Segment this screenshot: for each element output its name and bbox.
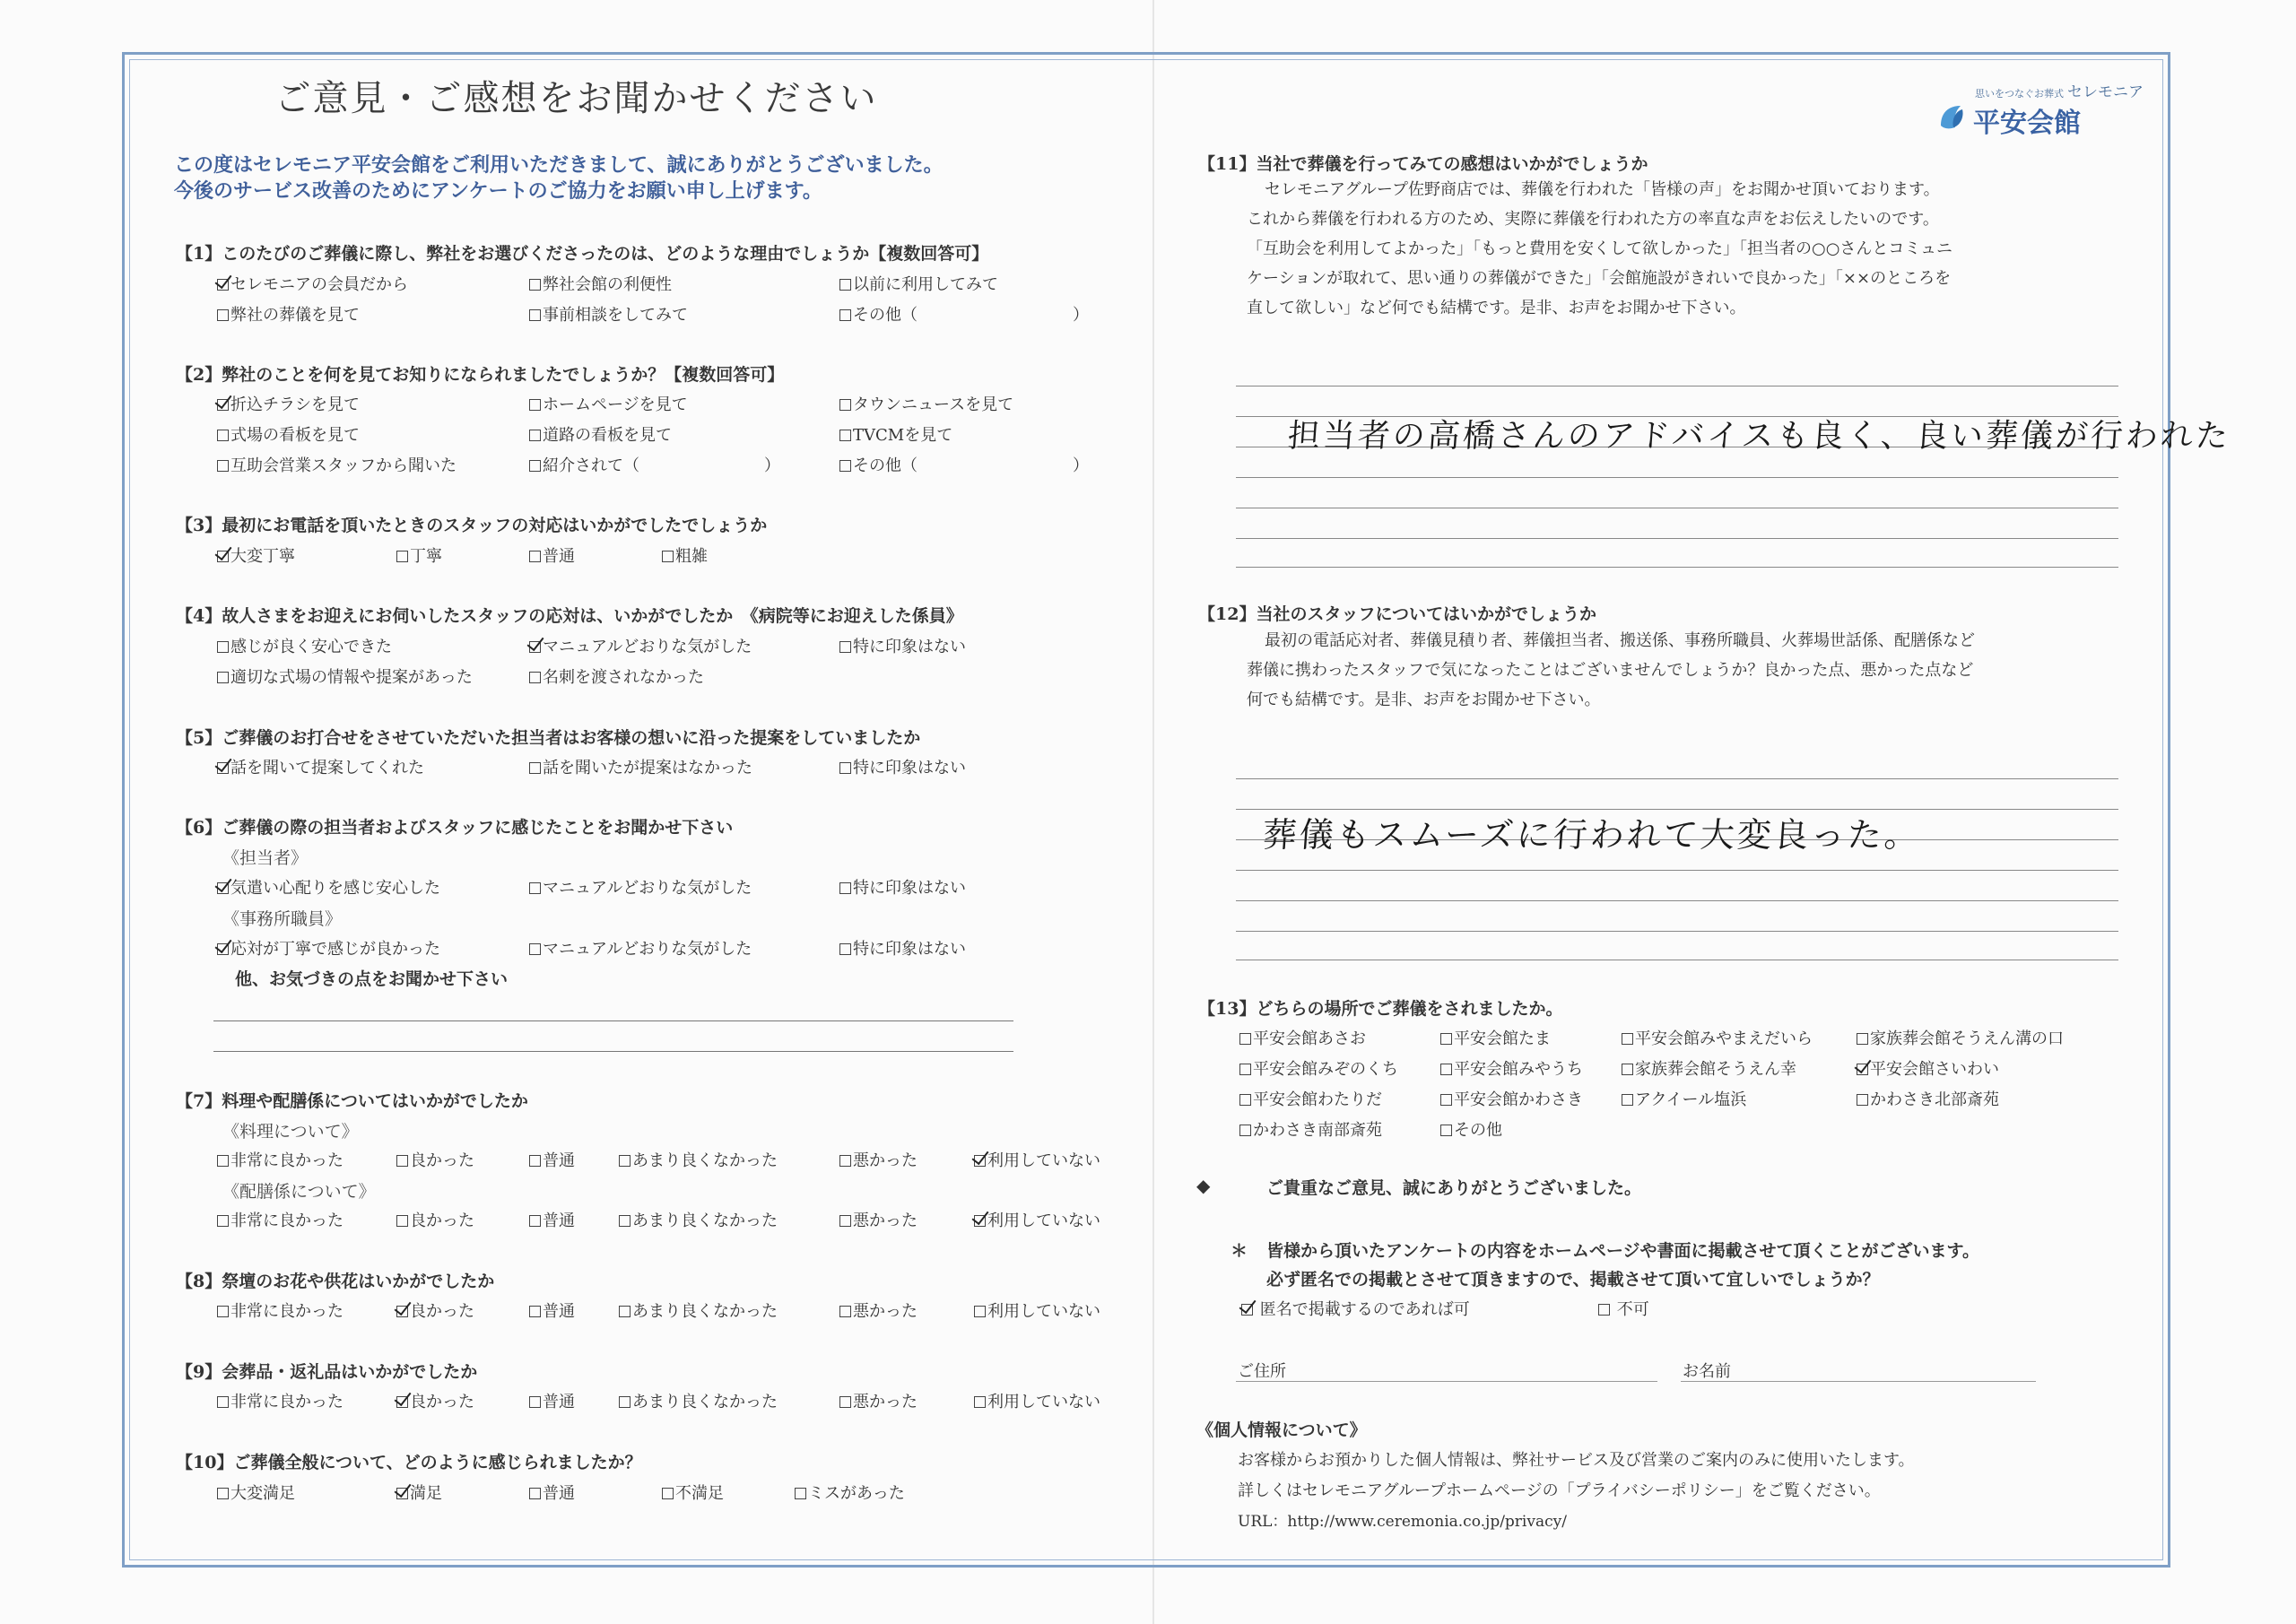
- q11-answer-line-7[interactable]: [1236, 567, 2118, 568]
- q11-line-5: 直して欲しい」など何でも結構です。是非、お声をお聞かせ下さい。: [1247, 299, 1746, 317]
- q13-place-mizonokuchi[interactable]: 平安会館みぞのくち: [1239, 1056, 1398, 1080]
- q9-not-used[interactable]: 利用していない: [974, 1389, 1100, 1412]
- q12-answer-line-4[interactable]: [1236, 870, 2118, 871]
- checkbox[interactable]: [529, 1488, 541, 1499]
- q8-good[interactable]: 良かった: [396, 1298, 474, 1322]
- q13-place-miyauchi[interactable]: 平安会館みやうち: [1440, 1056, 1583, 1080]
- q13-place-miyamaedaira[interactable]: 平安会館みやまえだいら: [1622, 1026, 1813, 1049]
- q5-question: 【5】ご葬儀のお打合せをさせていただいた担当者はお客様の想いに沿った提案をしていましたか: [176, 728, 921, 748]
- q9-not-good[interactable]: あまり良くなかった: [619, 1389, 778, 1412]
- checkbox[interactable]: [839, 399, 851, 411]
- checkbox-checked[interactable]: [529, 641, 541, 653]
- q9-good[interactable]: 良かった: [396, 1389, 474, 1412]
- checkbox-checked[interactable]: [217, 279, 229, 291]
- checkbox[interactable]: [1622, 1064, 1633, 1075]
- checkbox[interactable]: [529, 399, 541, 411]
- q7-serving-bad[interactable]: 悪かった: [839, 1208, 918, 1231]
- checkbox[interactable]: [839, 430, 851, 441]
- checkbox[interactable]: [529, 430, 541, 441]
- q12-handwritten-answer: 葬儀もスムーズに行われて大変良った。: [1261, 815, 1923, 855]
- checkbox[interactable]: [1440, 1064, 1452, 1075]
- q13-place-kawasaki[interactable]: 平安会館かわさき: [1440, 1087, 1583, 1110]
- q1-option-member[interactable]: セレモニアの会員だから: [217, 272, 408, 295]
- checkbox[interactable]: [1440, 1094, 1452, 1106]
- q8-normal[interactable]: 普通: [529, 1298, 575, 1322]
- q1-option-saw-funeral[interactable]: 弊社の葬儀を見て: [217, 302, 360, 326]
- consent-asterisk-icon: ＊: [1231, 1241, 1248, 1261]
- q3-question: 【3】最初にお電話を頂いたときのスタッフの対応はいかがでしたでしょうか: [176, 516, 768, 535]
- checkbox-checked[interactable]: [1241, 1304, 1253, 1316]
- privacy-title: 《個人情報について》: [1196, 1420, 1367, 1440]
- checkbox[interactable]: [529, 762, 541, 774]
- q7-sub-serving: 《配膳係について》: [222, 1182, 376, 1202]
- q10-very-satisfied[interactable]: 大変満足: [217, 1481, 295, 1504]
- q8-question: 【8】祭壇のお花や供花はいかがでしたか: [176, 1272, 495, 1291]
- q12-line-2: 葬儀に携わったスタッフで気になったことはございませんでしょうか？良かった点、悪かった点など: [1247, 661, 1974, 680]
- q3-option-rude[interactable]: 粗雑: [662, 543, 708, 567]
- page-title: ご意見・ご感想をお聞かせください: [274, 78, 878, 119]
- q2-option-townnews[interactable]: タウンニュースを見て: [839, 392, 1013, 415]
- intro-text: [174, 152, 944, 204]
- q2-option-road-sign[interactable]: 道路の看板を見て: [529, 422, 672, 446]
- q7-food-not-good[interactable]: あまり良くなかった: [619, 1148, 778, 1171]
- thanks-diamond-icon: ◆: [1196, 1175, 1211, 1196]
- thanks-message: ご貴重なご意見、誠にありがとうございました。: [1266, 1178, 1642, 1198]
- privacy-url-link[interactable]: URL：http://www.ceremonia.co.jp/privacy/: [1238, 1513, 1567, 1531]
- checkbox[interactable]: [1440, 1125, 1452, 1136]
- checkbox-checked[interactable]: [974, 1155, 986, 1167]
- privacy-line-2: 詳しくはセレモニアグループホームページの「プライバシーポリシー」をご覧ください。: [1238, 1481, 1881, 1500]
- q6-sub-office: 《事務所職員》: [222, 909, 343, 929]
- q2-option-venue-sign[interactable]: 式場の看板を見て: [217, 422, 360, 446]
- q11-line-4: ケーションが取れて、思い通りの葬儀ができた」「会館施設がきれいで良かった」「××のところを: [1247, 269, 1952, 288]
- address-field[interactable]: [1236, 1381, 1657, 1382]
- checkbox[interactable]: [217, 430, 229, 441]
- q13-place-kawasaki-north[interactable]: かわさき北部斎苑: [1857, 1087, 1999, 1110]
- checkbox[interactable]: [839, 1155, 851, 1167]
- checkbox[interactable]: [619, 1306, 631, 1317]
- checkbox[interactable]: [217, 672, 229, 683]
- checkbox[interactable]: [1622, 1094, 1633, 1106]
- checkbox[interactable]: [529, 551, 541, 562]
- q6-staff-option-manual[interactable]: マニュアルどおりな気がした: [529, 875, 752, 899]
- q8-not-good[interactable]: あまり良くなかった: [619, 1298, 778, 1322]
- q1-option-consultation[interactable]: 事前相談をしてみて: [529, 302, 688, 326]
- checkbox[interactable]: [795, 1488, 806, 1499]
- q12-line-3: 何でも結構です。是非、お声をお聞かせ下さい。: [1247, 690, 1601, 709]
- q12-answer-line-6[interactable]: [1236, 931, 2118, 932]
- checkbox[interactable]: [217, 641, 229, 653]
- checkbox[interactable]: [839, 882, 851, 894]
- q10-normal[interactable]: 普通: [529, 1481, 575, 1504]
- q11-line-1: セレモニアグループ佐野商店では、葬儀を行われた「皆様の声」をお聞かせ頂いております。: [1265, 180, 1940, 199]
- checkbox[interactable]: [839, 641, 851, 653]
- q6-staff-option-caring[interactable]: 気遣い心配りを感じ安心した: [217, 875, 440, 899]
- checkbox[interactable]: [619, 1396, 631, 1408]
- q6-staff-option-no-impression[interactable]: 特に印象はない: [839, 875, 966, 899]
- checkbox[interactable]: [839, 762, 851, 774]
- q6-answer-line-2[interactable]: [213, 1051, 1013, 1052]
- q6-question: 【6】ご葬儀の際の担当者およびスタッフに感じたことをお聞かせ下さい: [176, 818, 734, 838]
- checkbox[interactable]: [396, 1155, 408, 1167]
- q13-place-saiwai[interactable]: 平安会館さいわい: [1857, 1056, 1999, 1080]
- q2-referral-close: ）: [764, 456, 780, 475]
- q12-answer-line-5[interactable]: [1236, 900, 2118, 901]
- q2-option-tvcm[interactable]: TVCMを見て: [839, 422, 952, 446]
- q4-option-proper-info[interactable]: 適切な式場の情報や提案があった: [217, 664, 473, 688]
- checkbox[interactable]: [217, 1396, 229, 1408]
- name-label: お名前: [1683, 1362, 1731, 1381]
- checkbox[interactable]: [662, 1488, 674, 1499]
- checkbox[interactable]: [1239, 1125, 1251, 1136]
- q5-option-listened[interactable]: 話を聞いて提案してくれた: [217, 755, 424, 778]
- q6-answer-line-1[interactable]: [213, 1020, 1013, 1021]
- q13-question: 【13】どちらの場所でご葬儀をされましたか。: [1198, 999, 1563, 1019]
- q1-option-convenience[interactable]: 弊社会館の利便性: [529, 272, 672, 295]
- q7-food-good[interactable]: 良かった: [396, 1148, 474, 1171]
- checkbox[interactable]: [529, 1396, 541, 1408]
- q11-answer-line-4[interactable]: [1236, 477, 2118, 478]
- checkbox[interactable]: [839, 1306, 851, 1317]
- q2-option-staff[interactable]: 互助会営業スタッフから聞いた: [217, 453, 457, 476]
- q7-food-normal[interactable]: 普通: [529, 1148, 575, 1171]
- q13-place-tama[interactable]: 平安会館たま: [1440, 1026, 1551, 1049]
- q12-question: 【12】当社のスタッフについてはいかがでしょうか: [1198, 604, 1597, 624]
- checkbox[interactable]: [529, 309, 541, 321]
- q9-normal[interactable]: 普通: [529, 1389, 575, 1412]
- checkbox[interactable]: [662, 551, 674, 562]
- q1-question: 【1】このたびのご葬儀に際し、弊社をお選びくださったのは、どのような理由でしょうか【複数回答可】: [176, 244, 989, 264]
- q2-option-homepage[interactable]: ホームページを見て: [529, 392, 688, 415]
- checkbox[interactable]: [529, 1215, 541, 1227]
- checkbox[interactable]: [396, 551, 408, 562]
- q13-place-watarida[interactable]: 平安会館わたりだ: [1239, 1087, 1382, 1110]
- q1-option-previous[interactable]: 以前に利用してみて: [839, 272, 998, 295]
- checkbox-checked[interactable]: [217, 399, 229, 411]
- q2-other-close: ）: [1073, 456, 1089, 475]
- q12-answer-line-1[interactable]: [1236, 778, 2118, 779]
- intro-line-1: この度はセレモニア平安会館をご利用いただきまして、誠にありがとうございました。: [174, 153, 944, 177]
- q5-option-no-proposal[interactable]: 話を聞いたが提案はなかった: [529, 755, 752, 778]
- checkbox[interactable]: [217, 460, 229, 472]
- checkbox[interactable]: [529, 672, 541, 683]
- logo-name: 平安会館: [1973, 108, 2081, 139]
- checkbox[interactable]: [1857, 1094, 1868, 1106]
- intro-line-2: 今後のサービス改善のためにアンケートのご協力をお願い申し上げます。: [174, 179, 822, 203]
- q13-place-kawasaki-south[interactable]: かわさき南部斎苑: [1239, 1117, 1382, 1141]
- q7-serving-not-used[interactable]: 利用していない: [974, 1208, 1100, 1231]
- q9-bad[interactable]: 悪かった: [839, 1389, 918, 1412]
- checkbox[interactable]: [839, 309, 851, 321]
- logo-mark-icon: [1935, 100, 1968, 133]
- q1-other-close: ）: [1073, 306, 1089, 325]
- logo-tagline: 思いをつなぐお葬式 セレモニア: [1975, 83, 2144, 101]
- q9-question: 【9】会葬品・返礼品はいかがでしたか: [176, 1362, 478, 1382]
- checkbox[interactable]: [529, 279, 541, 291]
- checkbox-checked[interactable]: [217, 551, 229, 562]
- checkbox-checked[interactable]: [1857, 1064, 1868, 1075]
- q13-place-other[interactable]: その他: [1440, 1117, 1502, 1141]
- q2-option-other[interactable]: その他（: [839, 453, 918, 476]
- consent-option-anonymous[interactable]: 匿名で掲載するのであれば可: [1241, 1297, 1470, 1320]
- q7-serving-good[interactable]: 良かった: [396, 1208, 474, 1231]
- checkbox[interactable]: [529, 943, 541, 955]
- checkbox[interactable]: [396, 1215, 408, 1227]
- q6-sub-staff: 《担当者》: [222, 848, 309, 868]
- checkbox[interactable]: [839, 943, 851, 955]
- checkbox[interactable]: [529, 1306, 541, 1317]
- q10-question: 【10】ご葬儀全般について、どのように感じられましたか？: [176, 1453, 642, 1472]
- checkbox[interactable]: [217, 1155, 229, 1167]
- q13-place-soen-mizonokuchi[interactable]: 家族葬会館そうえん溝の口: [1857, 1026, 2064, 1049]
- q6-office-option-no-impression[interactable]: 特に印象はない: [839, 936, 966, 960]
- q4-question: 【4】故人さまをお迎えにお伺いしたスタッフの応対は、いかがでしたか 《病院等にお迎えした係員》: [176, 606, 963, 626]
- q3-option-polite[interactable]: 丁寧: [396, 543, 442, 567]
- q11-line-2: これから葬儀を行われる方のため、実際に葬儀を行われた方の率直な声をお伝えしたいのです。: [1247, 210, 1939, 229]
- checkbox[interactable]: [1239, 1033, 1251, 1045]
- q4-option-reassuring[interactable]: 感じが良く安心できた: [217, 634, 392, 657]
- q12-line-1: 最初の電話応対者、葬儀見積り者、葬儀担当者、搬送係、事務所職員、火葬場世話係、配膳係など: [1265, 631, 1975, 650]
- checkbox[interactable]: [839, 279, 851, 291]
- q5-option-no-impression[interactable]: 特に印象はない: [839, 755, 966, 778]
- checkbox-checked[interactable]: [217, 882, 229, 894]
- q6-office-option-manual[interactable]: マニュアルどおりな気がした: [529, 936, 752, 960]
- consent-line-1: 皆様から頂いたアンケートの内容をホームページや書面に掲載させて頂くことがございます。: [1266, 1241, 1979, 1261]
- checkbox[interactable]: [974, 1306, 986, 1317]
- q7-food-excellent[interactable]: 非常に良かった: [217, 1148, 344, 1171]
- checkbox[interactable]: [529, 1155, 541, 1167]
- checkbox[interactable]: [217, 1215, 229, 1227]
- q13-place-soen-saiwai[interactable]: 家族葬会館そうえん幸: [1622, 1056, 1796, 1080]
- checkbox-checked[interactable]: [396, 1306, 408, 1317]
- checkbox[interactable]: [974, 1396, 986, 1408]
- checkbox[interactable]: [529, 460, 541, 472]
- checkbox[interactable]: [1598, 1304, 1610, 1316]
- checkbox[interactable]: [839, 460, 851, 472]
- checkbox[interactable]: [619, 1155, 631, 1167]
- consent-option-no[interactable]: 不可: [1598, 1297, 1649, 1320]
- q12-description: [1247, 626, 1975, 715]
- q8-not-used[interactable]: 利用していない: [974, 1298, 1100, 1322]
- checkbox-checked[interactable]: [217, 943, 229, 955]
- q11-handwritten-answer: 担当者の高橋さんのアドバイスも良く、良い葬儀が行われた: [1286, 418, 2232, 455]
- checkbox[interactable]: [1857, 1033, 1868, 1045]
- checkbox[interactable]: [1622, 1033, 1633, 1045]
- q13-place-accueil-shiohama[interactable]: アクイール塩浜: [1622, 1087, 1746, 1110]
- q8-excellent[interactable]: 非常に良かった: [217, 1298, 344, 1322]
- checkbox[interactable]: [529, 882, 541, 894]
- checkbox[interactable]: [217, 309, 229, 321]
- q1-option-other[interactable]: その他（: [839, 302, 918, 326]
- address-label: ご住所: [1238, 1362, 1286, 1381]
- checkbox[interactable]: [1440, 1033, 1452, 1045]
- q2-option-flyer[interactable]: 折込チラシを見て: [217, 392, 360, 415]
- q4-option-no-card[interactable]: 名刺を渡されなかった: [529, 664, 704, 688]
- name-field[interactable]: [1681, 1381, 2036, 1382]
- q2-option-referral[interactable]: 紹介されて（: [529, 453, 639, 476]
- q7-serving-not-good[interactable]: あまり良くなかった: [619, 1208, 778, 1231]
- q7-serving-normal[interactable]: 普通: [529, 1208, 575, 1231]
- checkbox[interactable]: [217, 1306, 229, 1317]
- q3-option-very-polite[interactable]: 大変丁寧: [217, 543, 295, 567]
- checkbox-checked[interactable]: [396, 1396, 408, 1408]
- checkbox[interactable]: [217, 1488, 229, 1499]
- q11-question: 【11】当社で葬儀を行ってみての感想はいかがでしょうか: [1198, 154, 1648, 174]
- q7-serving-excellent[interactable]: 非常に良かった: [217, 1208, 344, 1231]
- checkbox[interactable]: [1239, 1064, 1251, 1075]
- q8-bad[interactable]: 悪かった: [839, 1298, 918, 1322]
- q6-office-option-polite[interactable]: 応対が丁寧で感じが良かった: [217, 936, 440, 960]
- q6-other-prompt: 他、お気づきの点をお聞かせ下さい: [235, 969, 509, 989]
- privacy-line-1: お客様からお預かりした個人情報は、弊社サービス及び営業のご案内のみに使用いたします。: [1238, 1451, 1915, 1470]
- checkbox[interactable]: [839, 1215, 851, 1227]
- checkbox-checked[interactable]: [396, 1488, 408, 1499]
- checkbox[interactable]: [1239, 1094, 1251, 1106]
- q11-description: [1247, 175, 1952, 323]
- q7-food-bad[interactable]: 悪かった: [839, 1148, 918, 1171]
- consent-line-2: 必ず匿名での掲載とさせて頂きますので、掲載させて頂いて宜しいでしょうか？: [1266, 1270, 1880, 1290]
- q10-satisfied[interactable]: 満足: [396, 1481, 442, 1504]
- q2-question: 【2】弊社のことを何を見てお知りになられましたでしょうか？【複数回答可】: [176, 365, 785, 385]
- q4-option-no-impression[interactable]: 特に印象はない: [839, 634, 966, 657]
- q7-sub-food: 《料理について》: [222, 1122, 359, 1142]
- q11-answer-line-6[interactable]: [1236, 538, 2118, 539]
- q7-question: 【7】料理や配膳係についてはいかがでしたか: [176, 1091, 528, 1111]
- q9-excellent[interactable]: 非常に良かった: [217, 1389, 344, 1412]
- checkbox-checked[interactable]: [974, 1215, 986, 1227]
- q10-mistake[interactable]: ミスがあった: [795, 1481, 905, 1504]
- q4-option-manual[interactable]: マニュアルどおりな気がした: [529, 634, 752, 657]
- q11-line-3: 「互助会を利用してよかった」「もっと費用を安くして欲しかった」「担当者の○○さんとコミュニ: [1247, 239, 1953, 258]
- checkbox[interactable]: [839, 1396, 851, 1408]
- checkbox-checked[interactable]: [217, 762, 229, 774]
- q10-dissatisfied[interactable]: 不満足: [662, 1481, 724, 1504]
- q7-food-not-used[interactable]: 利用していない: [974, 1148, 1100, 1171]
- q3-option-normal[interactable]: 普通: [529, 543, 575, 567]
- q13-place-asao[interactable]: 平安会館あさお: [1239, 1026, 1366, 1049]
- checkbox[interactable]: [619, 1215, 631, 1227]
